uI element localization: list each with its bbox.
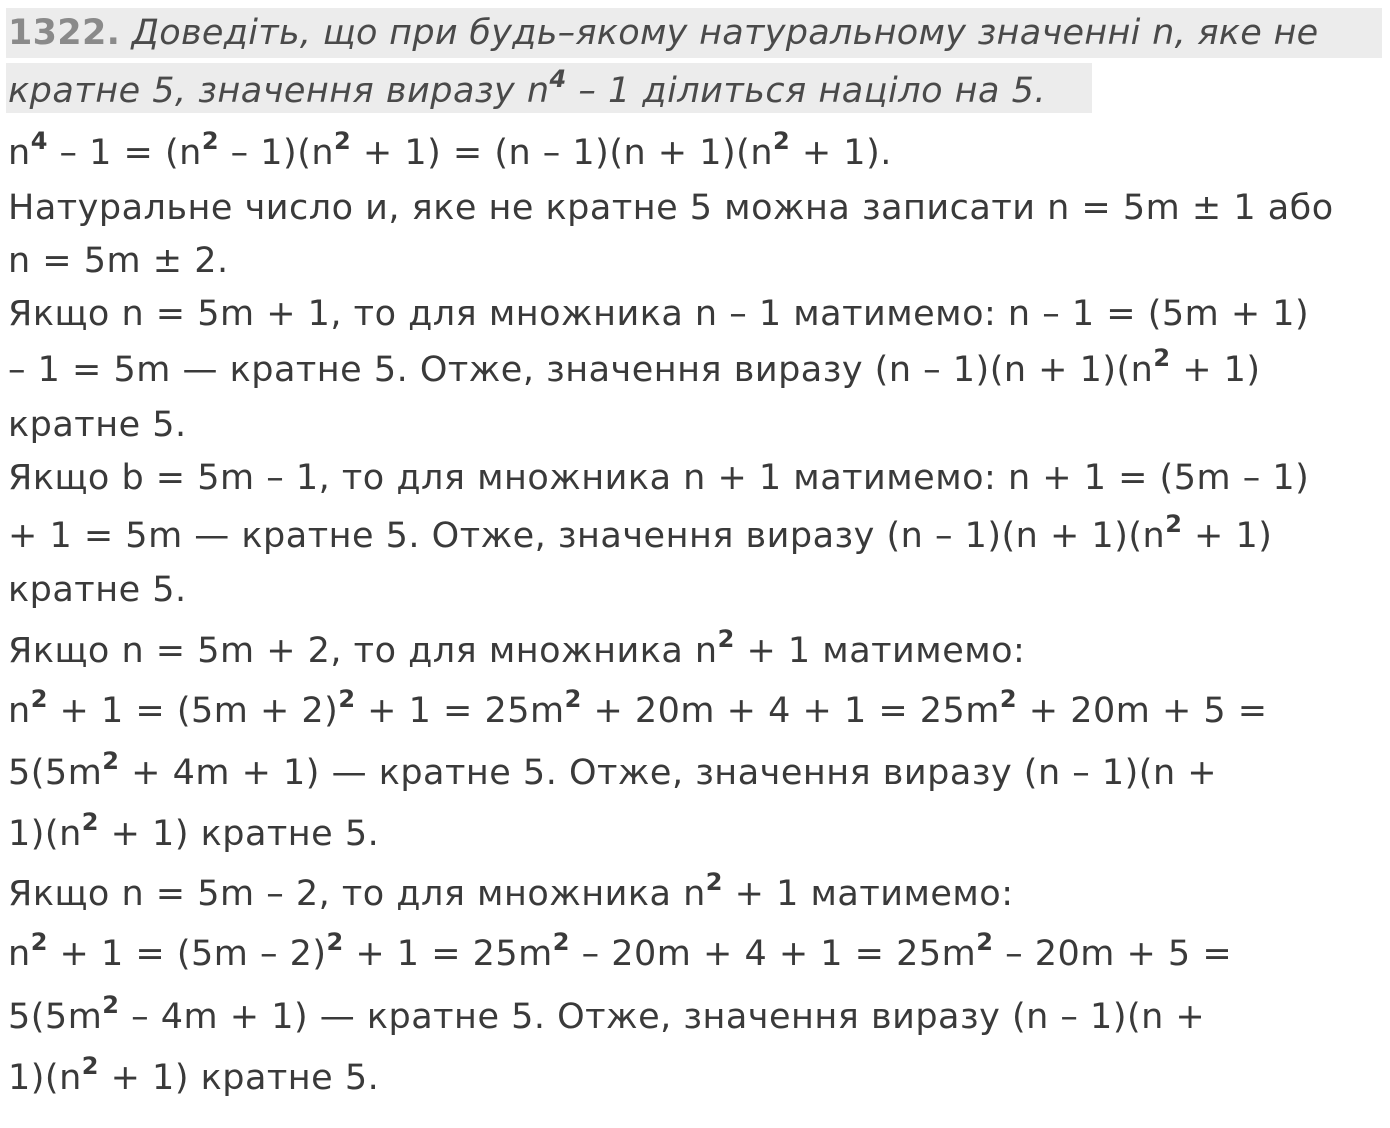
text: кратне 5. [8,570,187,610]
text: Якщо n = 5m – 2, то для множника n [8,874,706,914]
text: + 1 = (5m + 2) [47,691,339,731]
text: + 1 матимемо: [723,874,1014,914]
superscript: 2 [705,868,723,896]
text: 1)(n [8,814,82,854]
solution-line-4 [8,289,1309,339]
solution-line-10 [8,626,1025,676]
solution-line-12 [8,748,1217,798]
text: + 1) кратне 5. [98,1058,380,1098]
text: – 1 = 5m — кратне 5. Отже, значення виразу (n – 1)(n + 1)(n [8,350,1154,390]
text: 1)(n [8,1058,82,1098]
superscript: 2 [326,928,344,956]
superscript: 2 [564,685,582,713]
text: – 20m + 4 + 1 = 25m [569,934,977,974]
solution-line-1 [8,128,892,178]
solution-line-2 [8,183,1334,233]
text: + 1) [1170,350,1261,390]
superscript: 4 [549,65,567,93]
text: Натуральне число и, яке не кратне 5 можна записати n = 5m ± 1 або [8,188,1334,228]
text: + 1 = 25m [355,691,565,731]
text: + 1) = (n – 1)(n + 1)(n [351,133,774,173]
text: – 1)(n [219,133,335,173]
text: n [8,133,31,173]
text: n [8,691,31,731]
text: + 1 матимемо: [734,631,1026,671]
text: Якщо n = 5m + 2, то для множника n [8,631,718,671]
text: 5(5m [8,753,103,793]
task-text: кратне 5, значення виразу n [8,71,550,111]
superscript: 2 [334,127,352,155]
text: – 20m + 5 = [993,934,1233,974]
superscript: 2 [717,625,735,653]
solution-line-17 [8,1053,379,1103]
text: n = 5m ± 2. [8,241,229,281]
text: + 20m + 5 = [1017,691,1268,731]
text: 5(5m [8,997,103,1037]
text: n [8,934,31,974]
solution-line-5 [8,345,1261,395]
superscript: 2 [338,685,356,713]
text: – 1 = (n [47,133,202,173]
solution-line-3 [8,236,229,286]
solution-line-15 [8,929,1232,979]
task-text: Доведіть, що при будь–якому натуральному значенні n, яке не [120,13,1319,53]
superscript: 2 [102,991,120,1019]
superscript: 2 [102,747,120,775]
task-statement-line-1 [8,8,1319,58]
superscript: 2 [201,127,220,155]
superscript: 2 [81,808,99,836]
text: + 1 = (5m – 2) [47,934,327,974]
superscript: 2 [976,928,994,956]
solution-line-16 [8,992,1205,1042]
task-number: 1322. [8,13,121,53]
superscript: 2 [30,685,48,713]
text: + 1 = 25m [343,934,553,974]
text: + 1). [790,133,892,173]
superscript: 2 [773,127,791,155]
solution-line-9 [8,565,187,615]
text: Якщо n = 5m + 1, то для множника n – 1 матимемо: n – 1 = (5m + 1) [8,294,1310,334]
text: + 4m + 1) — кратне 5. Отже, значення виразу (n – 1)(n + [119,753,1218,793]
solution-line-14 [8,869,1014,919]
superscript: 2 [30,928,48,956]
superscript: 2 [552,928,570,956]
superscript: 2 [999,685,1018,713]
superscript: 2 [1153,344,1171,372]
task-text: – 1 ділиться націло на 5. [566,71,1046,111]
solution-line-6 [8,400,187,450]
text: + 1 = 5m — кратне 5. Отже, значення виразу (n – 1)(n + 1)(n [8,516,1166,556]
solution-line-11 [8,686,1268,736]
solution-line-8 [8,511,1272,561]
text: + 1) [1182,516,1273,556]
text: – 4m + 1) — кратне 5. Отже, значення виразу (n – 1)(n + [119,997,1206,1037]
superscript: 2 [1165,510,1183,538]
superscript: 4 [30,127,48,155]
solution-line-13 [8,809,379,859]
task-statement-line-2 [8,66,1046,116]
solution-line-7 [8,453,1309,503]
text: + 20m + 4 + 1 = 25m [581,691,1000,731]
text: кратне 5. [8,405,187,445]
superscript: 2 [81,1052,99,1080]
text: Якщо b = 5m – 1, то для множника n + 1 матимемо: n + 1 = (5m – 1) [8,458,1310,498]
text: + 1) кратне 5. [98,814,380,854]
